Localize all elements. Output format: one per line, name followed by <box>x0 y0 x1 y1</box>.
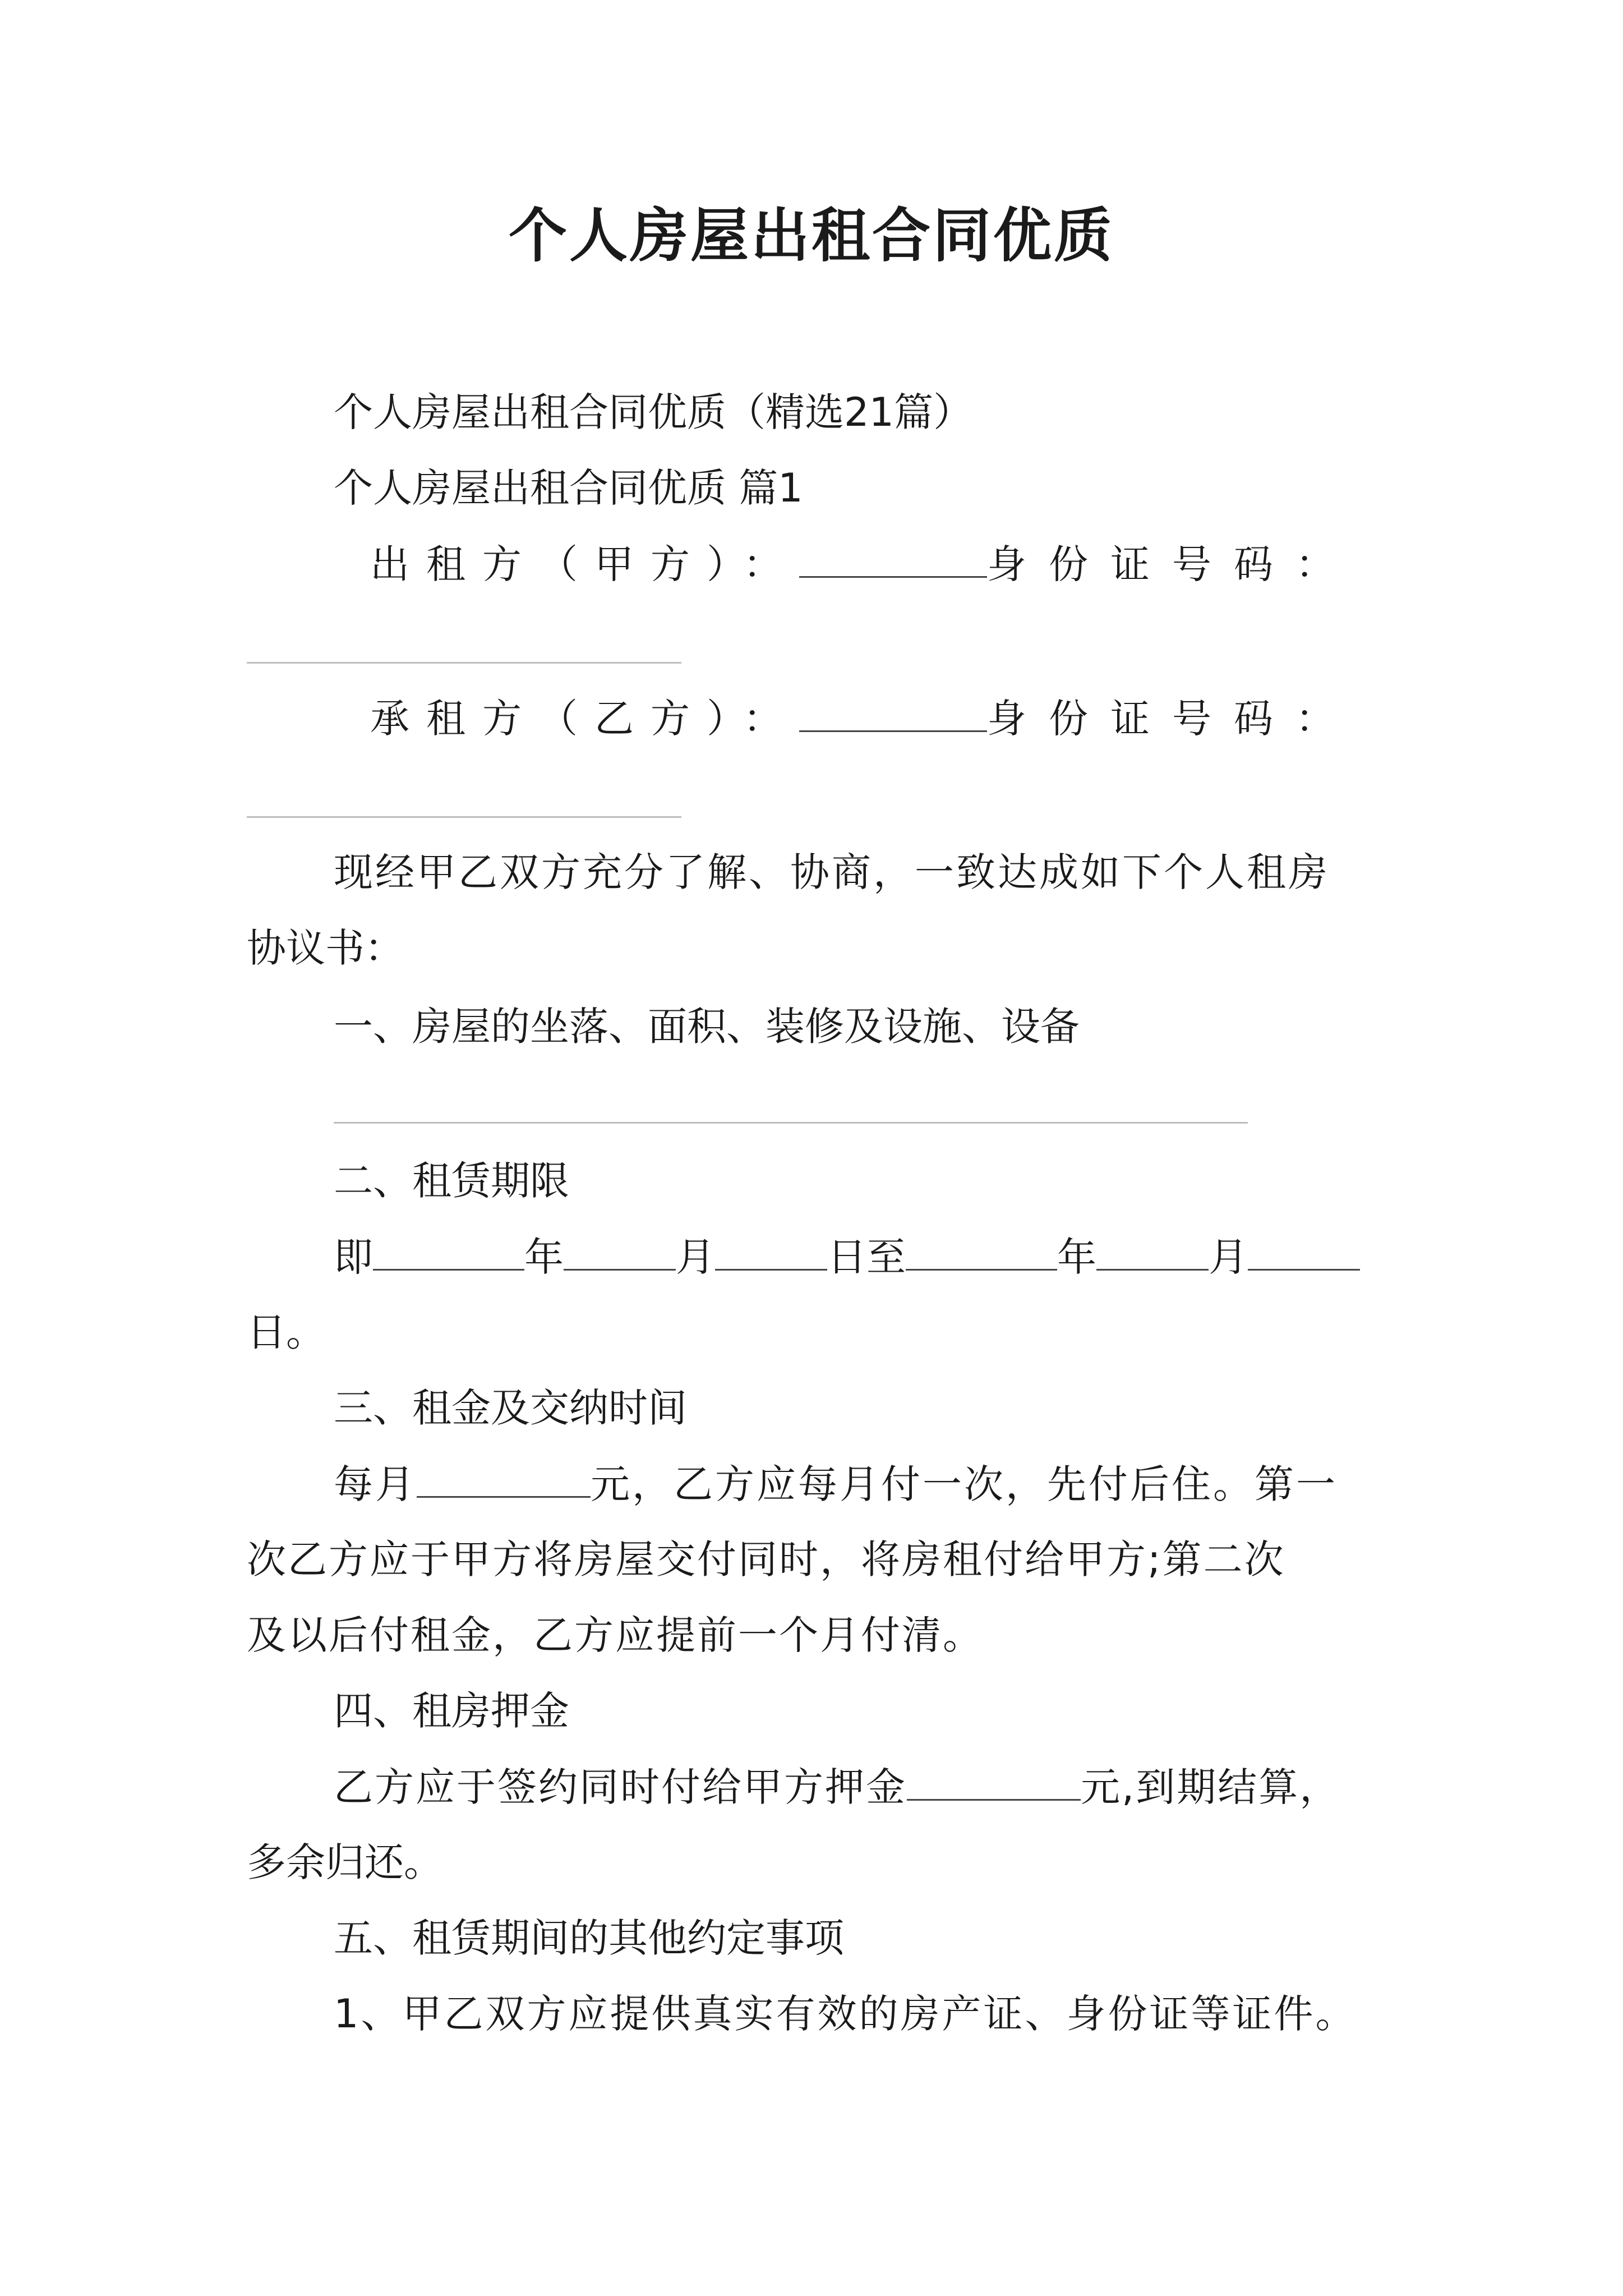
term-month-start-blank <box>564 1228 676 1271</box>
lessee-id-label: 身份证号码： <box>987 696 1357 742</box>
rent-line-3: 及以后付租金，乙方应提前一个月付清。 <box>247 1612 984 1658</box>
document-title: 个人房屋出租合同优质 <box>508 201 1114 270</box>
rent-monthly-label: 每月 <box>334 1461 417 1507</box>
lessor-line <box>370 536 1357 592</box>
rent-line-2: 次乙方应于甲方将房屋交付同时，将房租付给甲方;第二次 <box>247 1536 1285 1582</box>
term-ji: 即 <box>334 1234 373 1280</box>
item-1: 1、甲乙双方应提供真实有效的房产证、身份证等证件。 <box>334 1991 1357 2037</box>
deposit-line-1 <box>334 1759 1340 1815</box>
lessee-line <box>370 690 1357 747</box>
term-nian-2: 年 <box>1057 1234 1096 1280</box>
section-3-title: 三、租金及交纳时间 <box>334 1385 687 1431</box>
lessor-name-blank <box>799 536 987 578</box>
term-yue-1: 月 <box>676 1234 715 1280</box>
term-year-end-blank <box>906 1228 1057 1271</box>
term-rizhi: 日至 <box>827 1234 906 1280</box>
deposit-line-2: 多余归还。 <box>247 1839 443 1885</box>
deposit-amount-blank <box>907 1759 1081 1801</box>
lessee-label: 承租方（乙方）： <box>370 696 799 742</box>
term-day-end-blank <box>1248 1228 1360 1271</box>
subtitle: 个人房屋出租合同优质（精选21篇） <box>334 389 973 435</box>
deposit-label: 乙方应于签约同时付给甲方押金 <box>334 1764 907 1810</box>
rent-amount-blank <box>417 1456 591 1498</box>
lessee-name-blank <box>799 690 987 732</box>
section-2-title: 二、租赁期限 <box>334 1158 569 1204</box>
section-1-blank <box>334 1122 1248 1124</box>
term-line <box>334 1228 1360 1285</box>
term-day-start-blank <box>715 1228 827 1271</box>
term-yue-2: 月 <box>1209 1234 1248 1280</box>
intro-line-1: 现经甲乙双方充分了解、协商，一致达成如下个人租房 <box>334 849 1330 895</box>
chapter-heading: 个人房屋出租合同优质 篇1 <box>334 465 803 511</box>
deposit-terms: 元,到期结算， <box>1081 1764 1341 1810</box>
term-year-start-blank <box>373 1228 524 1271</box>
lessee-id-blank <box>247 816 681 818</box>
rent-line-1 <box>334 1456 1338 1512</box>
lessor-label: 出租方（甲方）： <box>370 541 799 587</box>
section-1-title: 一、房屋的坐落、面积、装修及设施、设备 <box>334 1004 1080 1050</box>
section-5-title: 五、租赁期间的其他约定事项 <box>334 1915 844 1961</box>
term-month-end-blank <box>1096 1228 1209 1271</box>
section-4-title: 四、租房押金 <box>334 1688 569 1734</box>
intro-line-2: 协议书： <box>247 925 404 971</box>
lessor-id-blank <box>247 662 681 664</box>
term-end: 日。 <box>247 1309 325 1355</box>
rent-terms: 元，乙方应每月付一次，先付后住。第一 <box>591 1461 1338 1507</box>
term-nian-1: 年 <box>524 1234 564 1280</box>
lessor-id-label: 身份证号码： <box>987 541 1357 587</box>
